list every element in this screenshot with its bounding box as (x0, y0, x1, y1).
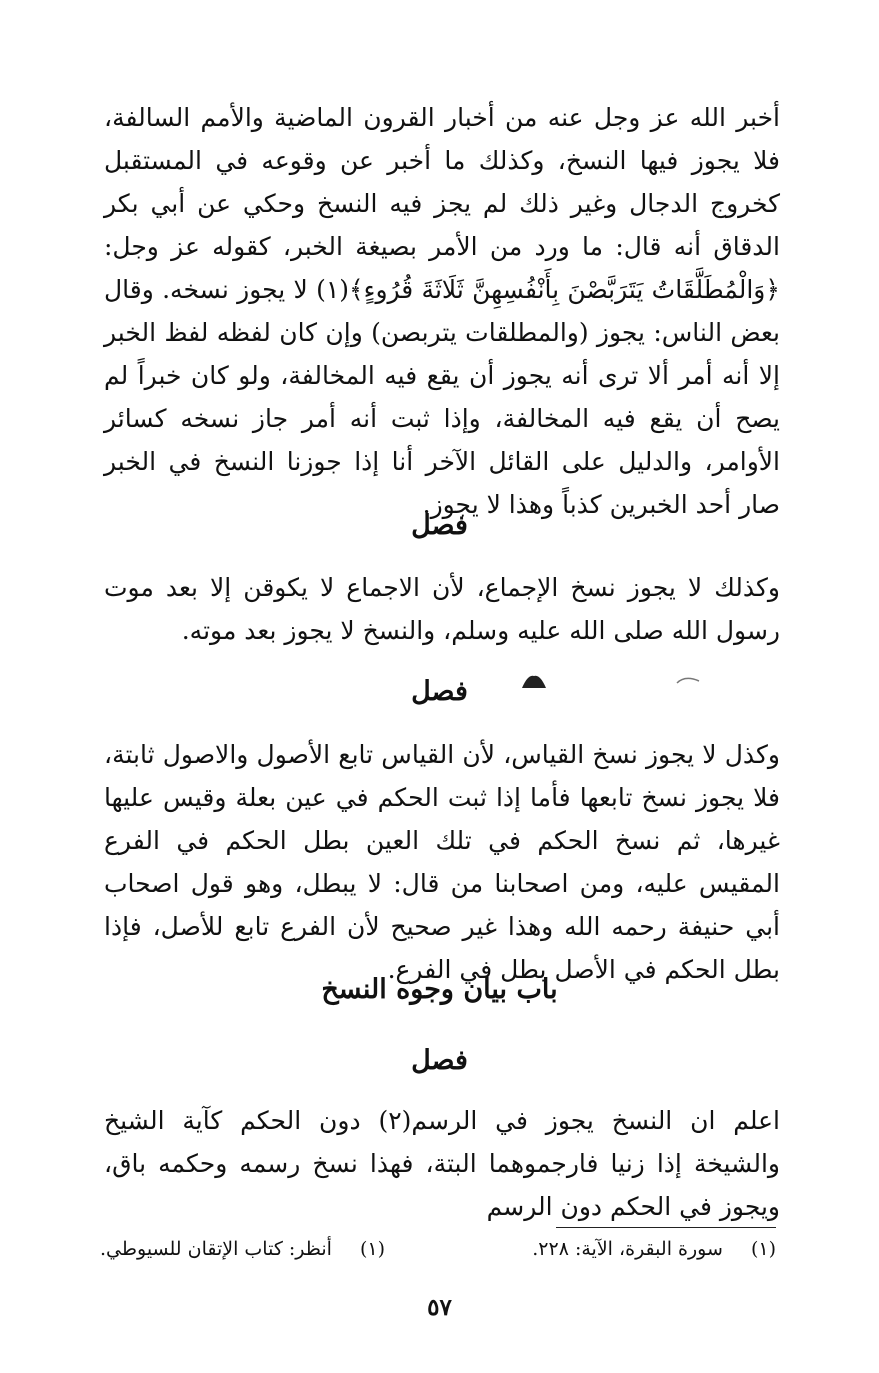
chapter-heading: باب بيان وجوه النسخ (321, 974, 558, 1005)
footnote-number: (١) (750, 1238, 776, 1260)
footnote-text: سورة البقرة، الآية: ٢٢٨. (532, 1238, 723, 1260)
paragraph-abrogation-of-analogy: وكذل لا يجوز نسخ القياس، لأن القياس تابع الأصول والاصول ثابتة، فلا يجوز نسخ تابعها فأما إذا ثبت الحكم في عين بعلة وقيس عليها غيرها، ثم نسخ الحكم في تلك العين بطل الحكم في الفرع المقيس عليه، ومن اصحابنا من قال: لا يبطل، وهو قول اصحاب أبي حنيفة رحمه الله وهذا غير صحيح لأن الفرع تابع للأصل، فإذا بطل الحكم في الأصل بطل في الفرع. (104, 740, 780, 984)
paragraph-abrogation-of-consensus: وكذلك لا يجوز نسخ الإجماع، لأن الاجماع لا يكوقن إلا بعد موت رسول الله صلى الله عليه وسلم، والنسخ لا يجوز بعد موته. (104, 573, 780, 645)
section-heading-fasl: فصل (411, 1045, 468, 1076)
footnote-divider (556, 1227, 776, 1228)
page-number: ٥٧ (427, 1294, 452, 1321)
footnotes (100, 1238, 776, 1260)
footnote-1 (532, 1238, 776, 1260)
section-heading-fasl: فصل (411, 510, 468, 541)
footnote-2 (100, 1238, 385, 1260)
footnote-text: أنظر: كتاب الإتقان للسيوطي. (100, 1238, 332, 1260)
footnote-number: (١) (360, 1238, 386, 1260)
paragraph-abrogation-of-news: أخبر الله عز وجل عنه من أخبار القرون الماضية والأمم السالفة، فلا يجوز فيها النسخ، وكذلك ما أخبر عن وقوعه في المستقبل كخروج الدجال وغير ذلك لم يجز فيه النسخ وحكي عن أبي بكر الدقاق أنه قال: ما ورد من الأمر بصيغة الخبر، كقوله عز وجل: ﴿وَالْمُطَلَّقَاتُ يَتَرَبَّصْنَ بِأَنْفُسِهِنَّ ثَلَاثَةَ قُرُوءٍ﴾(١) لا يجوز نسخه. وقال بعض الناس: يجوز (والمطلقات يتربصن) وإن كان لفظه لفظ الخبر إلا أنه أمر ألا ترى أنه يجوز أن يقع فيه المخالفة، ولو كان خبراً لم يصح أن يقع فيه المخالفة، وإذا ثبت أنه أمر جاز نسخه كسائر الأوامر، والدليل على القائل الآخر أنا إذا جوزنا النسخ في الخبر صار أحد الخبرين كذباً وهذا لا يجوز. (104, 103, 780, 519)
paragraph-abrogation-of-script: اعلم ان النسخ يجوز في الرسم(٢) دون الحكم كآية الشيخ والشيخة إذا زنيا فارجموهما البتة، فهذا نسخ رسمه وحكمه باق، ويجوز في الحكم دون الرسم (104, 1106, 780, 1221)
section-heading-fasl: فصل (411, 676, 468, 707)
